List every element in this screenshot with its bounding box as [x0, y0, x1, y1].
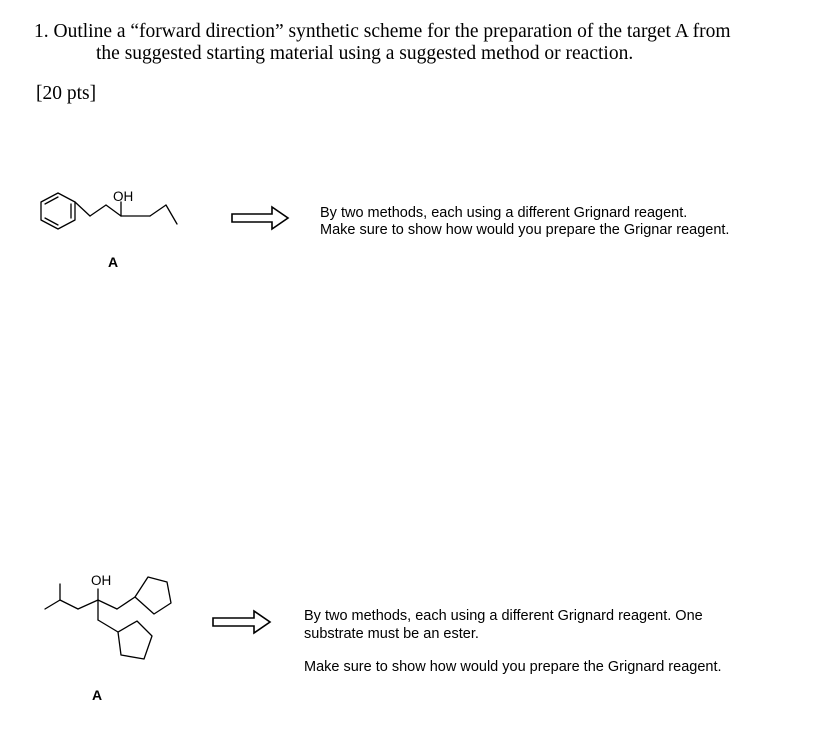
bond [117, 597, 135, 609]
target-label: A [92, 687, 103, 703]
bond [78, 600, 98, 609]
target-label: A [108, 254, 119, 270]
bond [98, 600, 117, 609]
question-title-line2: the suggested starting material using a suggested method or reaction. [96, 43, 634, 64]
cyclopentane-ring [118, 621, 152, 659]
points-label: [20 pts] [36, 83, 97, 104]
instruction-line: By two methods, each using a different Grignard reagent. One [304, 608, 703, 624]
instruction-line: By two methods, each using a different Grignard reagent. [320, 205, 688, 221]
hydroxyl-label: OH [91, 573, 112, 588]
hydroxyl-label: OH [113, 189, 134, 204]
question-title-line1: 1. Outline a “forward direction” synthetic scheme for the preparation of the target A from [34, 21, 731, 42]
instruction-line: Make sure to show how would you prepare the Grignar reagent. [320, 222, 730, 238]
cyclopentane-ring [135, 577, 171, 614]
bond [45, 600, 60, 609]
instruction-line: Make sure to show how would you prepare the Grignard reagent. [304, 659, 722, 675]
bond [60, 600, 78, 609]
bond [98, 620, 118, 632]
forward-arrow [213, 611, 270, 633]
instruction-line: substrate must be an ester. [304, 626, 479, 642]
